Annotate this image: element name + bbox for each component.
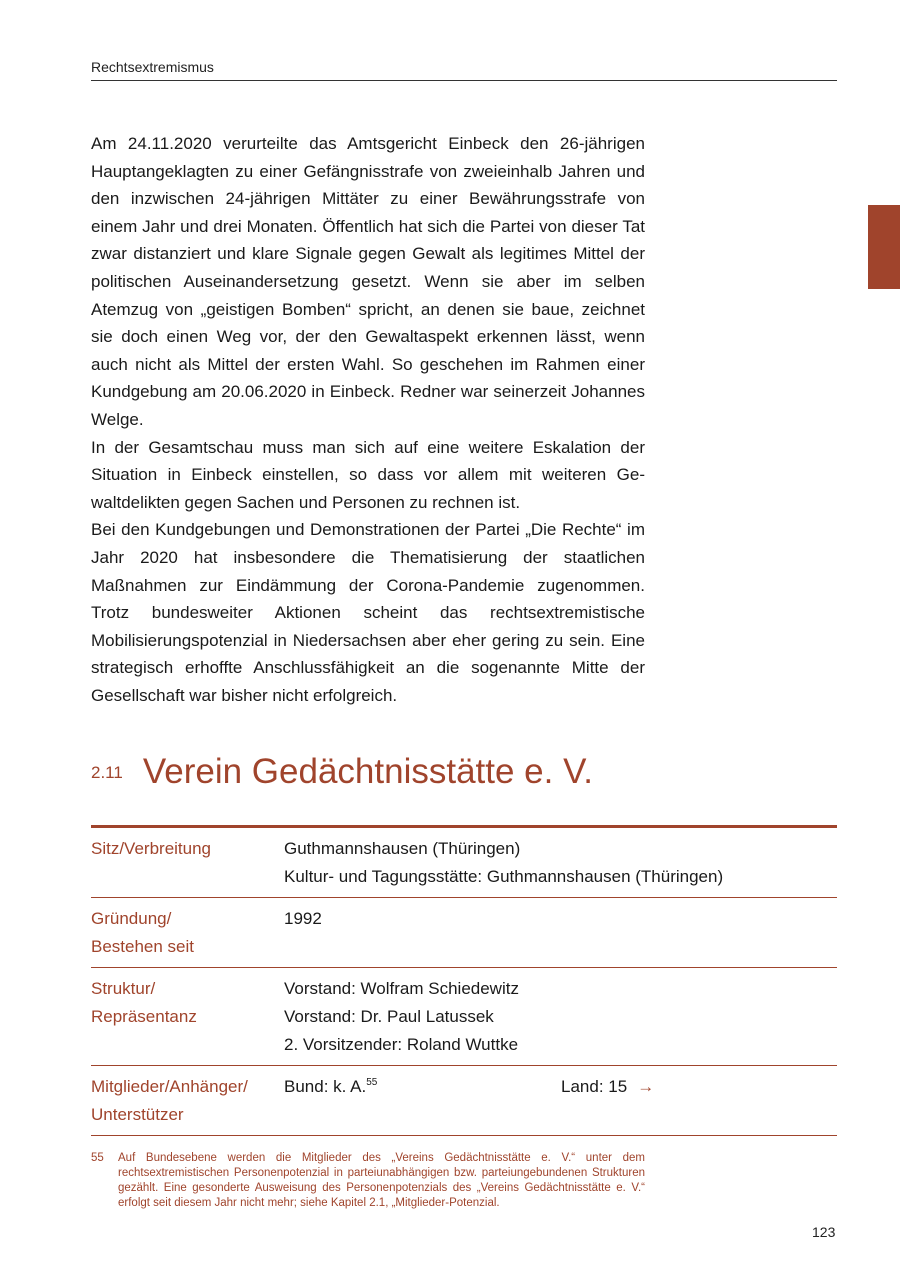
value-line: Vorstand: Wolfram Schiedewitz	[284, 979, 519, 998]
section-heading	[91, 752, 593, 792]
footnote-text: Auf Bundesebene werden die Mitglieder des „Vereins Gedächtnisstätte e. V.“ unter dem rechtsextremistischen Personenpotenzial in parteiunabhängigen bzw. parteiungebundenen Strukturen gezählt. Eine gesonderte Ausweisung des Personenpotenzials des „Vereins Gedächtnisstätte e. V.“ erfolgt seit diesem Jahr nicht mehr; siehe Kapitel 2.1, „Mitglieder-Potenzial.	[118, 1152, 645, 1209]
value-line: Kultur- und Tagungsstätte: Guthmannshausen (Thüringen)	[284, 867, 724, 886]
info-table	[91, 825, 837, 1136]
row-value	[284, 835, 837, 891]
row-label: Sitz/Verbreitung	[91, 839, 212, 858]
chapter-tab-marker	[868, 205, 900, 289]
land-count	[561, 1073, 654, 1129]
row-value	[284, 975, 837, 1059]
arrow-right-icon: →	[637, 1077, 655, 1096]
table-row-gruendung	[91, 898, 837, 968]
label-line: Gründung/	[91, 909, 172, 928]
row-value	[284, 905, 837, 961]
row-label	[91, 975, 284, 1059]
paragraph: Am 24.11.2020 verurteilte das Amtsgericht Einbeck den 26-jährigen Hauptangeklagten zu einer Gefängnisstrafe von zweieinhalb Jahren und den inzwischen 24-jährigen Mittäter zu einer Bewährungsstrafe von einem Jahr und drei Monaten. Öffentlich hat sich die Partei von dieser Tat zwar distanziert und klare Signale gegen Gewalt als legitimes Mittel der politischen Auseinandersetzung gesetzt. Wenn sie aber im selben Atemzug von „geistigen Bomben“ spricht, an denen sie baue, zeichnet sie doch einen Weg vor, der den Gewaltaspekt erkennen lässt, wenn auch nicht als Mittel der ersten Wahl. So geschehen im Rahmen einer Kundgebung am 20.06.2020 in Einbeck. Redner war seinerzeit Johannes Welge.	[91, 134, 645, 429]
row-label	[91, 905, 284, 961]
row-value	[284, 1073, 837, 1129]
table-row-sitz	[91, 828, 837, 898]
label-line: Repräsentanz	[91, 1007, 197, 1026]
label-line: Mitglieder/Anhänger/	[91, 1077, 248, 1096]
paragraph: In der Gesamtschau muss man sich auf eine weitere Eskalation der Situation in Einbeck einstellen, so dass vor allem mit weiteren Gewaltdelikten gegen Sachen und Personen zu rechnen ist.	[91, 437, 645, 512]
footnote-number: 55	[91, 1152, 104, 1164]
footnote	[91, 1151, 645, 1211]
row-label	[91, 1073, 284, 1129]
value-line: 1992	[284, 909, 322, 928]
label-line: Unterstützer	[91, 1105, 184, 1124]
body-text	[91, 130, 645, 709]
section-title: Verein Gedächtnisstätte e. V.	[142, 752, 593, 791]
section-number: 2.11	[91, 763, 123, 782]
header-rule	[91, 80, 837, 81]
bund-text: Bund: k. A.	[284, 1077, 367, 1096]
footnote-ref[interactable]: 55	[366, 1077, 378, 1088]
table-row-mitglieder	[91, 1066, 837, 1136]
table-row-struktur	[91, 968, 837, 1066]
value-line: Vorstand: Dr. Paul Latussek	[284, 1007, 494, 1026]
land-text: Land: 15	[561, 1077, 628, 1096]
paragraph: Bei den Kundgebungen und Demonstrationen der Partei „Die Rechte“ im Jahr 2020 hat insbesondere die Thematisierung der staatlichen Maßnahmen zur Eindämmung der Corona-Pandemie zugenommen. Trotz bundesweiter Aktionen scheint das rechtsextremistische Mobilisierungspotenzial in Niedersachsen aber eher gering zu sein. Eine strategisch erhoffte Anschlussfähigkeit an die sogenannte Mitte der Gesellschaft war bisher nicht erfolgreich.	[91, 520, 645, 705]
bund-count	[284, 1073, 561, 1129]
value-line: Guthmannshausen (Thüringen)	[284, 839, 521, 858]
running-header: Rechtsextremismus	[91, 59, 214, 75]
label-line: Bestehen seit	[91, 937, 195, 956]
label-line: Struktur/	[91, 979, 156, 998]
page-number: 123	[812, 1224, 836, 1240]
value-line: 2. Vorsitzender: Roland Wuttke	[284, 1035, 519, 1054]
